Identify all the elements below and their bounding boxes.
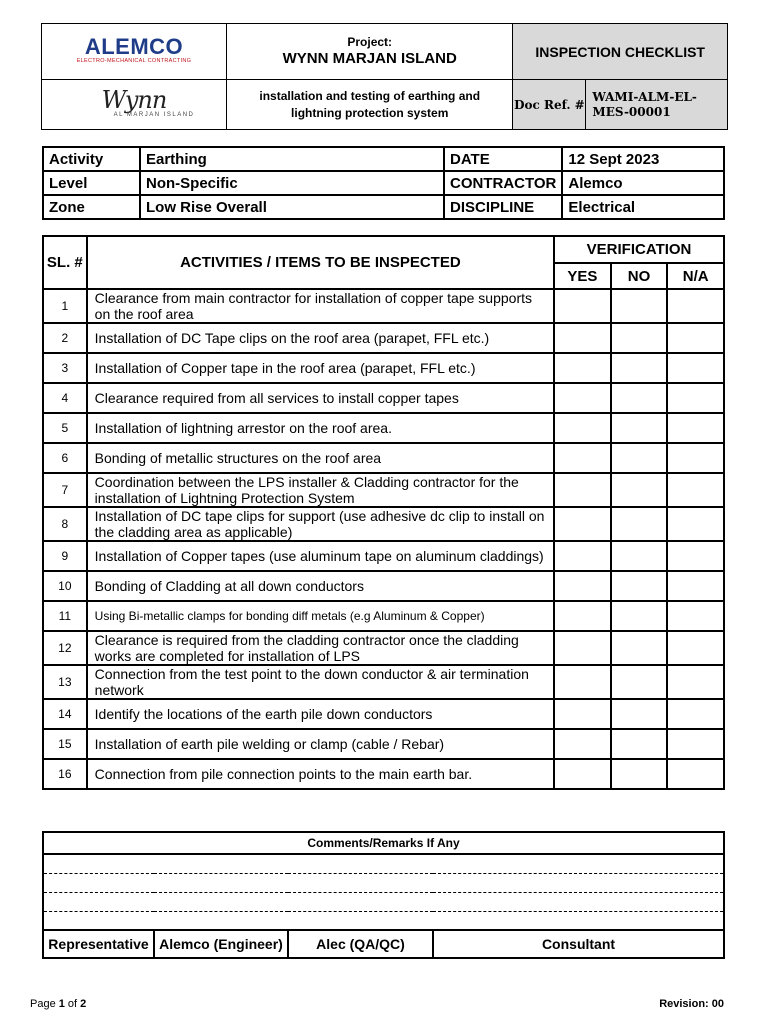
page-prefix: Page (30, 998, 59, 1010)
checklist-row (43, 699, 724, 729)
verify-na-cell[interactable] (667, 413, 724, 443)
checklist-row (43, 759, 724, 789)
verify-no-cell[interactable] (611, 413, 668, 443)
revision: Revision: 00 (659, 998, 724, 1010)
item-number: 7 (43, 473, 87, 507)
verify-no-cell[interactable] (611, 353, 668, 383)
wynn-logo-subtitle: AL MARJAN ISLAND (113, 111, 195, 118)
date-value: 12 Sept 2023 (562, 147, 724, 171)
sl-header: SL. # (43, 236, 87, 289)
checklist-body (43, 289, 724, 789)
item-description: Connection from the test point to the down conductor & air termination network (87, 665, 554, 699)
na-header: N/A (667, 263, 724, 289)
verify-no-cell[interactable] (611, 665, 668, 699)
signature-engineer: Alemco (Engineer) (154, 930, 288, 958)
verify-na-cell[interactable] (667, 323, 724, 353)
item-number: 11 (43, 601, 87, 631)
page-number (30, 998, 86, 1010)
checklist-row (43, 571, 724, 601)
comment-line[interactable] (43, 911, 724, 930)
item-number: 13 (43, 665, 87, 699)
item-number: 16 (43, 759, 87, 789)
comments-title: Comments/Remarks If Any (43, 832, 724, 854)
checklist-row (43, 473, 724, 507)
signature-consultant: Consultant (433, 930, 724, 958)
scope-description: installation and testing of earthing and lightning protection system (227, 80, 513, 130)
verify-yes-cell[interactable] (554, 601, 611, 631)
verify-na-cell[interactable] (667, 541, 724, 571)
item-description: Clearance from main contractor for installation of copper tape supports on the roof area (87, 289, 554, 323)
level-value: Non-Specific (140, 171, 444, 195)
discipline-label: DISCIPLINE (444, 195, 562, 219)
info-table (42, 146, 725, 220)
item-description: Connection from pile connection points to the main earth bar. (87, 759, 554, 789)
item-number: 10 (43, 571, 87, 601)
verify-yes-cell[interactable] (554, 289, 611, 323)
item-number: 6 (43, 443, 87, 473)
item-description: Clearance is required from the cladding contractor once the cladding works are completed for installation of LPS (87, 631, 554, 665)
checklist-row (43, 601, 724, 631)
item-number: 2 (43, 323, 87, 353)
verify-na-cell[interactable] (667, 699, 724, 729)
verify-no-cell[interactable] (611, 759, 668, 789)
project-cell (227, 24, 513, 80)
checklist-row (43, 507, 724, 541)
verify-na-cell[interactable] (667, 289, 724, 323)
verify-na-cell[interactable] (667, 473, 724, 507)
page-total: 2 (80, 998, 87, 1010)
item-number: 3 (43, 353, 87, 383)
no-header: NO (611, 263, 668, 289)
verify-yes-cell[interactable] (554, 353, 611, 383)
activity-header: ACTIVITIES / ITEMS TO BE INSPECTED (87, 236, 554, 289)
discipline-value: Electrical (562, 195, 724, 219)
verify-na-cell[interactable] (667, 759, 724, 789)
signature-qaqc: Alec (QA/QC) (288, 930, 433, 958)
project-label: Project: (347, 34, 393, 49)
alemco-logo-tagline: ELECTRO-MECHANICAL CONTRACTING (76, 58, 192, 64)
wynn-logo-text: Wynn (101, 85, 167, 114)
verify-no-cell[interactable] (611, 289, 668, 323)
verify-no-cell[interactable] (611, 729, 668, 759)
item-description: Clearance required from all services to install copper tapes (87, 383, 554, 413)
item-description: Bonding of Cladding at all down conductors (87, 571, 554, 601)
comments-table (42, 831, 725, 959)
doc-ref-value: WAMI-ALM-EL-MES-00001 (586, 80, 728, 130)
checklist-row (43, 413, 724, 443)
verify-yes-cell[interactable] (554, 665, 611, 699)
document-title: INSPECTION CHECKLIST (513, 24, 728, 80)
verify-yes-cell[interactable] (554, 413, 611, 443)
item-number: 14 (43, 699, 87, 729)
verify-no-cell[interactable] (611, 571, 668, 601)
verify-no-cell[interactable] (611, 541, 668, 571)
verify-na-cell[interactable] (667, 443, 724, 473)
checklist-row (43, 443, 724, 473)
checklist-row (43, 383, 724, 413)
verify-no-cell[interactable] (611, 601, 668, 631)
verify-yes-cell[interactable] (554, 541, 611, 571)
verify-yes-cell[interactable] (554, 631, 611, 665)
verify-yes-cell[interactable] (554, 699, 611, 729)
item-number: 8 (43, 507, 87, 541)
verify-na-cell[interactable] (667, 353, 724, 383)
verify-no-cell[interactable] (611, 473, 668, 507)
verification-header: VERIFICATION (554, 236, 724, 263)
verify-na-cell[interactable] (667, 729, 724, 759)
comment-line[interactable] (43, 854, 724, 873)
verify-na-cell[interactable] (667, 631, 724, 665)
comment-line[interactable] (43, 892, 724, 911)
item-number: 1 (43, 289, 87, 323)
item-number: 15 (43, 729, 87, 759)
checklist-row (43, 289, 724, 323)
verify-yes-cell[interactable] (554, 323, 611, 353)
item-description: Bonding of metallic structures on the roof area (87, 443, 554, 473)
item-description: Installation of Copper tape in the roof area (parapet, FFL etc.) (87, 353, 554, 383)
verify-na-cell[interactable] (667, 383, 724, 413)
zone-value: Low Rise Overall (140, 195, 444, 219)
level-label: Level (43, 171, 140, 195)
checklist-row (43, 323, 724, 353)
verify-yes-cell[interactable] (554, 759, 611, 789)
activity-label: Activity (43, 147, 140, 171)
alemco-logo-cell (42, 24, 227, 80)
item-number: 9 (43, 541, 87, 571)
contractor-value: Alemco (562, 171, 724, 195)
verify-yes-cell[interactable] (554, 383, 611, 413)
wynn-logo (74, 85, 195, 119)
verify-yes-cell[interactable] (554, 729, 611, 759)
date-label: DATE (444, 147, 562, 171)
item-description: Installation of DC Tape clips on the roof area (parapet, FFL etc.) (87, 323, 554, 353)
item-description: Installation of earth pile welding or clamp (cable / Rebar) (87, 729, 554, 759)
verify-no-cell[interactable] (611, 699, 668, 729)
verify-no-cell[interactable] (611, 383, 668, 413)
verify-na-cell[interactable] (667, 601, 724, 631)
verify-yes-cell[interactable] (554, 443, 611, 473)
document-header (41, 23, 728, 130)
item-number: 5 (43, 413, 87, 443)
alemco-logo (77, 36, 192, 65)
checklist-row (43, 631, 724, 665)
checklist-row (43, 665, 724, 699)
item-number: 12 (43, 631, 87, 665)
item-description: Identify the locations of the earth pile down conductors (87, 699, 554, 729)
doc-ref-label: Doc Ref. # (513, 80, 586, 130)
verify-yes-cell[interactable] (554, 571, 611, 601)
verify-na-cell[interactable] (667, 665, 724, 699)
verify-na-cell[interactable] (667, 507, 724, 541)
signature-representative: Representative (43, 930, 154, 958)
verify-no-cell[interactable] (611, 323, 668, 353)
comment-line[interactable] (43, 873, 724, 892)
yes-header: YES (554, 263, 611, 289)
page-current: 1 (58, 998, 65, 1010)
project-name: WYNN MARJAN ISLAND (282, 49, 457, 67)
verify-na-cell[interactable] (667, 571, 724, 601)
item-description: Installation of DC tape clips for support (use adhesive dc clip to install on the cladding area as applicable) (87, 507, 554, 541)
verify-yes-cell[interactable] (554, 507, 611, 541)
verify-no-cell[interactable] (611, 507, 668, 541)
wynn-logo-cell (42, 80, 227, 130)
zone-label: Zone (43, 195, 140, 219)
activity-value: Earthing (140, 147, 444, 171)
verify-no-cell[interactable] (611, 631, 668, 665)
item-description: Installation of Copper tapes (use aluminum tape on aluminum claddings) (87, 541, 554, 571)
verify-yes-cell[interactable] (554, 473, 611, 507)
item-description: Coordination between the LPS installer & Cladding contractor for the installation of Lightning Protection System (87, 473, 554, 507)
checklist-row (43, 729, 724, 759)
page-of: of (64, 998, 81, 1010)
item-number: 4 (43, 383, 87, 413)
inspection-checklist-table (42, 235, 725, 790)
verify-no-cell[interactable] (611, 443, 668, 473)
alemco-logo-text: ALEMCO (84, 34, 184, 59)
item-description: Using Bi-metallic clamps for bonding diff metals (e.g Aluminum & Copper) (87, 601, 554, 631)
checklist-row (43, 353, 724, 383)
contractor-label: CONTRACTOR (444, 171, 562, 195)
item-description: Installation of lightning arrestor on the roof area. (87, 413, 554, 443)
checklist-row (43, 541, 724, 571)
